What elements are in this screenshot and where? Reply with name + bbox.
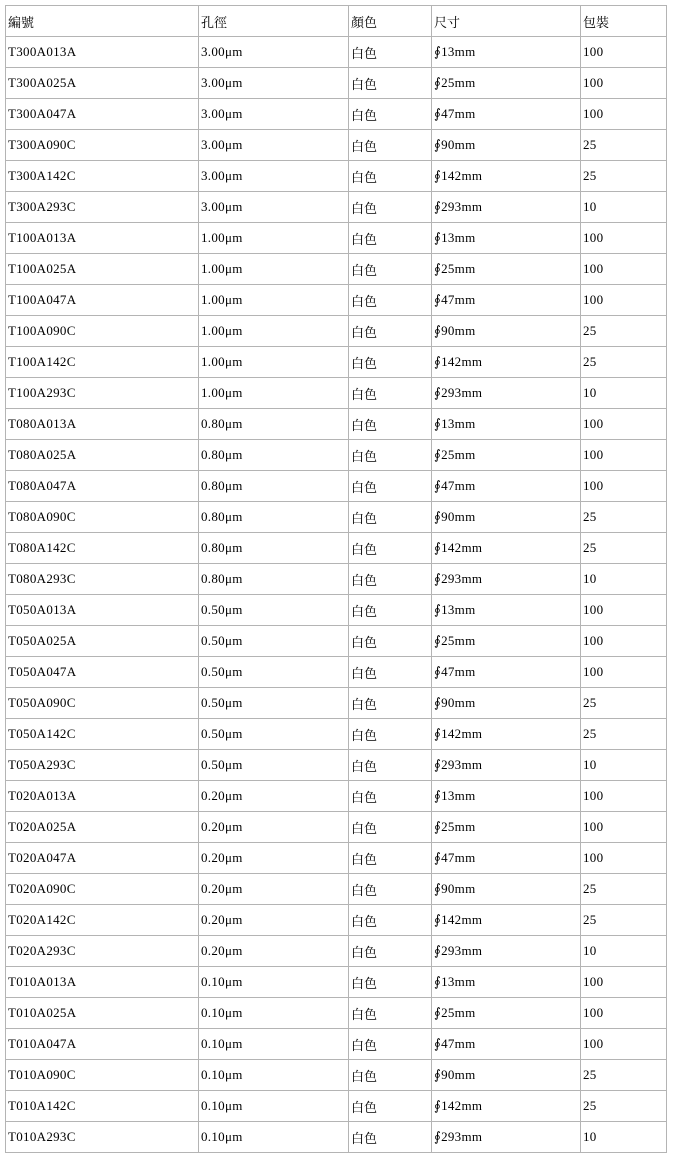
cell-size: ∮25mm: [432, 812, 581, 843]
cell-size: ∮142mm: [432, 905, 581, 936]
header-size: 尺寸: [432, 6, 581, 37]
cell-package: 10: [581, 936, 667, 967]
cell-size: ∮47mm: [432, 285, 581, 316]
cell-pore-size: 0.80μm: [199, 533, 349, 564]
cell-size: ∮25mm: [432, 254, 581, 285]
cell-pore-size: 3.00μm: [199, 130, 349, 161]
cell-size: ∮293mm: [432, 750, 581, 781]
table-row: [6, 564, 667, 595]
cell-package: 100: [581, 99, 667, 130]
cell-pore-size: 0.20μm: [199, 936, 349, 967]
cell-pore-size: 0.20μm: [199, 905, 349, 936]
cell-size: ∮13mm: [432, 967, 581, 998]
cell-pore-size: 3.00μm: [199, 99, 349, 130]
table-row: [6, 905, 667, 936]
table-row: [6, 37, 667, 68]
cell-color: 白色: [349, 1122, 432, 1153]
cell-package: 10: [581, 378, 667, 409]
table-row: [6, 161, 667, 192]
cell-pore-size: 1.00μm: [199, 316, 349, 347]
cell-pore-size: 1.00μm: [199, 347, 349, 378]
cell-package: 100: [581, 998, 667, 1029]
cell-size: ∮142mm: [432, 161, 581, 192]
cell-code: T100A090C: [6, 316, 199, 347]
header-color: 顏色: [349, 6, 432, 37]
cell-size: ∮293mm: [432, 564, 581, 595]
cell-package: 25: [581, 502, 667, 533]
cell-size: ∮90mm: [432, 1060, 581, 1091]
cell-package: 100: [581, 657, 667, 688]
cell-color: 白色: [349, 564, 432, 595]
cell-code: T010A025A: [6, 998, 199, 1029]
cell-package: 25: [581, 1091, 667, 1122]
cell-package: 25: [581, 874, 667, 905]
cell-pore-size: 3.00μm: [199, 68, 349, 99]
cell-size: ∮13mm: [432, 595, 581, 626]
cell-color: 白色: [349, 1060, 432, 1091]
cell-package: 25: [581, 719, 667, 750]
table-row: [6, 998, 667, 1029]
header-row: [6, 6, 667, 37]
cell-color: 白色: [349, 719, 432, 750]
cell-package: 100: [581, 626, 667, 657]
table-row: [6, 254, 667, 285]
header-pore-size: 孔徑: [199, 6, 349, 37]
cell-pore-size: 0.50μm: [199, 750, 349, 781]
cell-size: ∮293mm: [432, 1122, 581, 1153]
cell-size: ∮13mm: [432, 223, 581, 254]
cell-pore-size: 0.80μm: [199, 471, 349, 502]
cell-color: 白色: [349, 533, 432, 564]
cell-color: 白色: [349, 502, 432, 533]
cell-code: T010A090C: [6, 1060, 199, 1091]
cell-code: T010A013A: [6, 967, 199, 998]
cell-code: T300A090C: [6, 130, 199, 161]
table-row: [6, 626, 667, 657]
cell-color: 白色: [349, 347, 432, 378]
cell-pore-size: 3.00μm: [199, 192, 349, 223]
cell-code: T050A142C: [6, 719, 199, 750]
cell-pore-size: 0.50μm: [199, 688, 349, 719]
cell-color: 白色: [349, 936, 432, 967]
cell-pore-size: 3.00μm: [199, 161, 349, 192]
cell-package: 100: [581, 254, 667, 285]
cell-pore-size: 1.00μm: [199, 285, 349, 316]
cell-size: ∮90mm: [432, 316, 581, 347]
cell-package: 25: [581, 316, 667, 347]
cell-color: 白色: [349, 192, 432, 223]
cell-size: ∮142mm: [432, 719, 581, 750]
cell-pore-size: 0.80μm: [199, 564, 349, 595]
cell-pore-size: 0.10μm: [199, 1029, 349, 1060]
cell-pore-size: 0.10μm: [199, 1091, 349, 1122]
cell-code: T100A025A: [6, 254, 199, 285]
table-row: [6, 657, 667, 688]
cell-color: 白色: [349, 285, 432, 316]
cell-color: 白色: [349, 874, 432, 905]
cell-package: 100: [581, 409, 667, 440]
header-code: 編號: [6, 6, 199, 37]
table-row: [6, 192, 667, 223]
cell-pore-size: 0.10μm: [199, 1122, 349, 1153]
cell-package: 25: [581, 1060, 667, 1091]
cell-color: 白色: [349, 409, 432, 440]
cell-package: 100: [581, 68, 667, 99]
table-row: [6, 719, 667, 750]
table-row: [6, 812, 667, 843]
table-row: [6, 347, 667, 378]
cell-code: T050A090C: [6, 688, 199, 719]
cell-pore-size: 0.50μm: [199, 719, 349, 750]
cell-code: T080A025A: [6, 440, 199, 471]
cell-pore-size: 0.80μm: [199, 409, 349, 440]
cell-package: 25: [581, 688, 667, 719]
cell-code: T050A047A: [6, 657, 199, 688]
table-row: [6, 99, 667, 130]
cell-code: T300A142C: [6, 161, 199, 192]
cell-pore-size: 0.50μm: [199, 595, 349, 626]
cell-package: 100: [581, 1029, 667, 1060]
table-row: [6, 781, 667, 812]
cell-color: 白色: [349, 595, 432, 626]
header-package: 包裝: [581, 6, 667, 37]
cell-pore-size: 0.50μm: [199, 657, 349, 688]
cell-size: ∮25mm: [432, 998, 581, 1029]
cell-code: T300A293C: [6, 192, 199, 223]
cell-size: ∮90mm: [432, 130, 581, 161]
cell-package: 10: [581, 564, 667, 595]
cell-code: T010A142C: [6, 1091, 199, 1122]
table-header: [6, 6, 667, 37]
cell-color: 白色: [349, 998, 432, 1029]
cell-code: T020A013A: [6, 781, 199, 812]
cell-pore-size: 3.00μm: [199, 37, 349, 68]
cell-pore-size: 1.00μm: [199, 378, 349, 409]
cell-size: ∮293mm: [432, 192, 581, 223]
cell-color: 白色: [349, 905, 432, 936]
table-row: [6, 1029, 667, 1060]
cell-package: 100: [581, 812, 667, 843]
cell-package: 25: [581, 533, 667, 564]
table-row: [6, 409, 667, 440]
table-body: [6, 37, 667, 1153]
cell-package: 100: [581, 223, 667, 254]
table-row: [6, 967, 667, 998]
product-spec-table: [5, 5, 667, 1153]
cell-size: ∮47mm: [432, 1029, 581, 1060]
cell-color: 白色: [349, 1029, 432, 1060]
table-row: [6, 471, 667, 502]
cell-size: ∮25mm: [432, 440, 581, 471]
cell-color: 白色: [349, 471, 432, 502]
cell-code: T100A047A: [6, 285, 199, 316]
cell-package: 10: [581, 192, 667, 223]
cell-pore-size: 0.80μm: [199, 440, 349, 471]
cell-size: ∮293mm: [432, 378, 581, 409]
cell-package: 100: [581, 285, 667, 316]
cell-pore-size: 0.50μm: [199, 626, 349, 657]
cell-package: 10: [581, 750, 667, 781]
cell-code: T080A013A: [6, 409, 199, 440]
cell-color: 白色: [349, 626, 432, 657]
cell-package: 25: [581, 130, 667, 161]
cell-color: 白色: [349, 843, 432, 874]
cell-code: T300A047A: [6, 99, 199, 130]
cell-size: ∮25mm: [432, 68, 581, 99]
cell-code: T050A025A: [6, 626, 199, 657]
table-row: [6, 843, 667, 874]
table-row: [6, 285, 667, 316]
cell-size: ∮47mm: [432, 657, 581, 688]
cell-size: ∮13mm: [432, 781, 581, 812]
cell-size: ∮142mm: [432, 1091, 581, 1122]
cell-code: T020A142C: [6, 905, 199, 936]
cell-color: 白色: [349, 378, 432, 409]
cell-pore-size: 0.10μm: [199, 1060, 349, 1091]
table-row: [6, 316, 667, 347]
cell-code: T050A293C: [6, 750, 199, 781]
cell-size: ∮90mm: [432, 688, 581, 719]
cell-pore-size: 0.10μm: [199, 967, 349, 998]
cell-size: ∮13mm: [432, 37, 581, 68]
cell-package: 25: [581, 905, 667, 936]
cell-color: 白色: [349, 130, 432, 161]
cell-color: 白色: [349, 254, 432, 285]
cell-color: 白色: [349, 161, 432, 192]
cell-package: 100: [581, 471, 667, 502]
table-row: [6, 378, 667, 409]
cell-code: T300A013A: [6, 37, 199, 68]
cell-size: ∮142mm: [432, 347, 581, 378]
table-row: [6, 688, 667, 719]
cell-package: 10: [581, 1122, 667, 1153]
cell-color: 白色: [349, 37, 432, 68]
table-row: [6, 68, 667, 99]
cell-code: T020A047A: [6, 843, 199, 874]
table-row: [6, 1091, 667, 1122]
cell-code: T020A293C: [6, 936, 199, 967]
cell-code: T020A090C: [6, 874, 199, 905]
cell-size: ∮90mm: [432, 874, 581, 905]
cell-color: 白色: [349, 1091, 432, 1122]
table-row: [6, 750, 667, 781]
table-row: [6, 502, 667, 533]
cell-code: T100A013A: [6, 223, 199, 254]
cell-package: 100: [581, 967, 667, 998]
cell-code: T080A047A: [6, 471, 199, 502]
cell-code: T100A142C: [6, 347, 199, 378]
cell-color: 白色: [349, 316, 432, 347]
cell-size: ∮13mm: [432, 409, 581, 440]
table-row: [6, 595, 667, 626]
cell-code: T080A142C: [6, 533, 199, 564]
cell-size: ∮25mm: [432, 626, 581, 657]
cell-size: ∮142mm: [432, 533, 581, 564]
cell-color: 白色: [349, 657, 432, 688]
cell-code: T300A025A: [6, 68, 199, 99]
cell-color: 白色: [349, 688, 432, 719]
table-row: [6, 874, 667, 905]
cell-code: T020A025A: [6, 812, 199, 843]
table-row: [6, 223, 667, 254]
cell-pore-size: 0.20μm: [199, 874, 349, 905]
cell-pore-size: 0.80μm: [199, 502, 349, 533]
cell-color: 白色: [349, 812, 432, 843]
cell-code: T010A293C: [6, 1122, 199, 1153]
cell-color: 白色: [349, 223, 432, 254]
cell-pore-size: 0.20μm: [199, 843, 349, 874]
cell-code: T080A090C: [6, 502, 199, 533]
cell-color: 白色: [349, 68, 432, 99]
cell-code: T100A293C: [6, 378, 199, 409]
cell-color: 白色: [349, 99, 432, 130]
cell-color: 白色: [349, 750, 432, 781]
cell-pore-size: 1.00μm: [199, 223, 349, 254]
cell-color: 白色: [349, 781, 432, 812]
cell-pore-size: 0.10μm: [199, 998, 349, 1029]
cell-package: 100: [581, 595, 667, 626]
cell-pore-size: 1.00μm: [199, 254, 349, 285]
cell-pore-size: 0.20μm: [199, 812, 349, 843]
cell-package: 100: [581, 781, 667, 812]
cell-package: 100: [581, 37, 667, 68]
cell-size: ∮47mm: [432, 843, 581, 874]
table-row: [6, 440, 667, 471]
cell-package: 25: [581, 161, 667, 192]
cell-size: ∮47mm: [432, 471, 581, 502]
cell-color: 白色: [349, 967, 432, 998]
cell-package: 100: [581, 843, 667, 874]
cell-size: ∮293mm: [432, 936, 581, 967]
cell-size: ∮47mm: [432, 99, 581, 130]
cell-package: 100: [581, 440, 667, 471]
cell-color: 白色: [349, 440, 432, 471]
cell-size: ∮90mm: [432, 502, 581, 533]
table-row: [6, 1060, 667, 1091]
table-row: [6, 533, 667, 564]
cell-pore-size: 0.20μm: [199, 781, 349, 812]
table-row: [6, 936, 667, 967]
table-row: [6, 130, 667, 161]
cell-code: T010A047A: [6, 1029, 199, 1060]
cell-package: 25: [581, 347, 667, 378]
table-row: [6, 1122, 667, 1153]
cell-code: T050A013A: [6, 595, 199, 626]
cell-code: T080A293C: [6, 564, 199, 595]
